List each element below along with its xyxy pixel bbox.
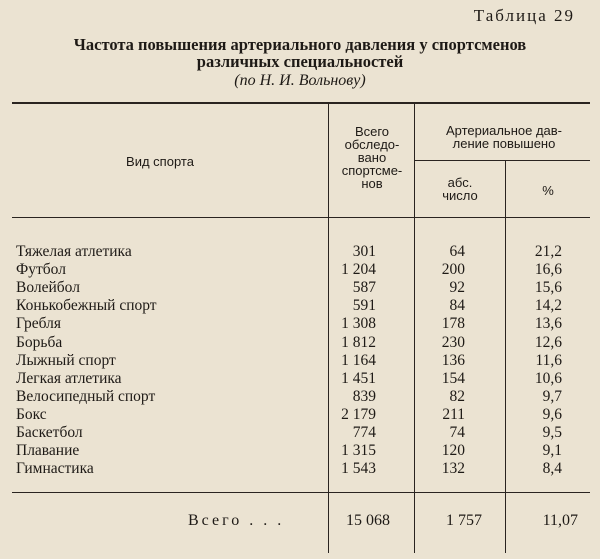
sport-name: Легкая атлетика [16, 369, 122, 387]
total-examined-value: 15 068 [346, 512, 390, 529]
table-row [0, 334, 600, 352]
header-total-line: Всего [354, 124, 390, 139]
abs-count: 120 [441, 442, 465, 460]
top-rule [12, 102, 590, 104]
sport-name: Тяжелая атлетика [16, 243, 132, 260]
table-row [0, 297, 600, 315]
total-examined: 301 [352, 243, 376, 260]
table-row [0, 370, 600, 388]
sport-name: Футбол [16, 261, 66, 279]
percent-value: 9,6 [542, 405, 562, 423]
table-subtitle: (по Н. И. Вольнову) [234, 72, 366, 89]
abs-count: 82 [449, 387, 465, 405]
total-examined: 1 543 [341, 460, 376, 478]
percent-value: 21,2 [534, 243, 562, 260]
sport-name: Бокс [16, 405, 47, 423]
header-bp-line: Артериальное дав- [445, 123, 563, 138]
table-row [0, 460, 600, 478]
sport-name: Гимнастика [16, 460, 94, 478]
abs-count: 132 [441, 460, 465, 478]
table-number: Таблица 29 [473, 6, 575, 25]
total-examined: 591 [352, 297, 376, 315]
table-row [0, 442, 600, 460]
bp-header-rule [414, 160, 590, 161]
abs-count: 92 [449, 279, 465, 297]
table-row [0, 388, 600, 406]
total-examined: 1 451 [341, 369, 376, 387]
abs-count: 84 [449, 297, 465, 315]
percent-value: 8,4 [542, 460, 562, 478]
percent-value: 15,6 [534, 279, 562, 297]
table-row [0, 352, 600, 370]
header-abs-line: абс. [447, 175, 473, 190]
total-abs-value: 1 757 [446, 512, 482, 529]
header-percent: % [542, 183, 554, 198]
header-total-line: обследо- [344, 137, 400, 152]
sport-name: Лыжный спорт [16, 351, 116, 369]
abs-count: 64 [449, 243, 465, 260]
title-line-1: Частота повышения артериального давления у спортсменов [73, 35, 527, 54]
sport-name: Борьба [16, 333, 63, 351]
percent-value: 9,1 [542, 442, 562, 460]
percent-value: 10,6 [534, 369, 562, 387]
title-line-2: различных специальностей [196, 52, 404, 71]
percent-value: 9,5 [542, 424, 562, 441]
sport-name: Волейбол [16, 279, 80, 297]
header-bp-raised [416, 124, 592, 150]
header-bp-line: ление повышено [452, 136, 556, 151]
header-abs-line: число [442, 188, 478, 203]
percent-value: 16,6 [534, 261, 562, 279]
total-examined: 1 315 [341, 442, 376, 460]
sport-name: Баскетбол [16, 424, 83, 441]
abs-count: 211 [442, 405, 465, 423]
total-examined: 587 [352, 279, 376, 297]
abs-count: 154 [441, 369, 465, 387]
total-examined: 1 308 [341, 315, 376, 333]
percent-value: 12,6 [534, 333, 562, 351]
table-row [0, 279, 600, 297]
sport-name: Плавание [16, 442, 80, 460]
percent-value: 13,6 [534, 315, 562, 333]
table-row [0, 243, 600, 261]
sport-name: Гребля [16, 315, 61, 333]
abs-count: 178 [441, 315, 465, 333]
sport-name: Велосипедный спорт [16, 387, 156, 405]
percent-value: 11,6 [535, 351, 562, 369]
total-label: Всего . . . [188, 512, 285, 529]
abs-count: 200 [441, 261, 465, 279]
header-bottom-rule [12, 217, 590, 218]
total-percent-value: 11,07 [542, 512, 578, 529]
percent-value: 9,7 [542, 387, 562, 405]
header-total-line: спортсме- [341, 163, 403, 178]
abs-count: 136 [441, 351, 465, 369]
percent-value: 14,2 [534, 297, 562, 315]
total-examined: 1 204 [341, 261, 376, 279]
total-rule [12, 492, 590, 493]
total-examined: 839 [352, 387, 376, 405]
total-examined: 1 812 [341, 333, 376, 351]
abs-count: 230 [441, 333, 465, 351]
table-row [0, 261, 600, 279]
total-examined: 2 179 [341, 405, 376, 423]
header-total-examined [330, 125, 414, 190]
header-abs [416, 176, 504, 202]
abs-count: 74 [449, 424, 465, 441]
total-examined: 1 164 [341, 351, 376, 369]
header-total-line: вано [357, 150, 387, 165]
table-row [0, 424, 600, 442]
header-sport: Вид спорта [126, 154, 194, 169]
table-title [0, 36, 600, 70]
header-total-line: нов [361, 176, 383, 191]
sport-name: Конькобежный спорт [16, 297, 157, 315]
total-examined: 774 [352, 424, 376, 441]
table-row [0, 406, 600, 424]
table-row [0, 315, 600, 333]
